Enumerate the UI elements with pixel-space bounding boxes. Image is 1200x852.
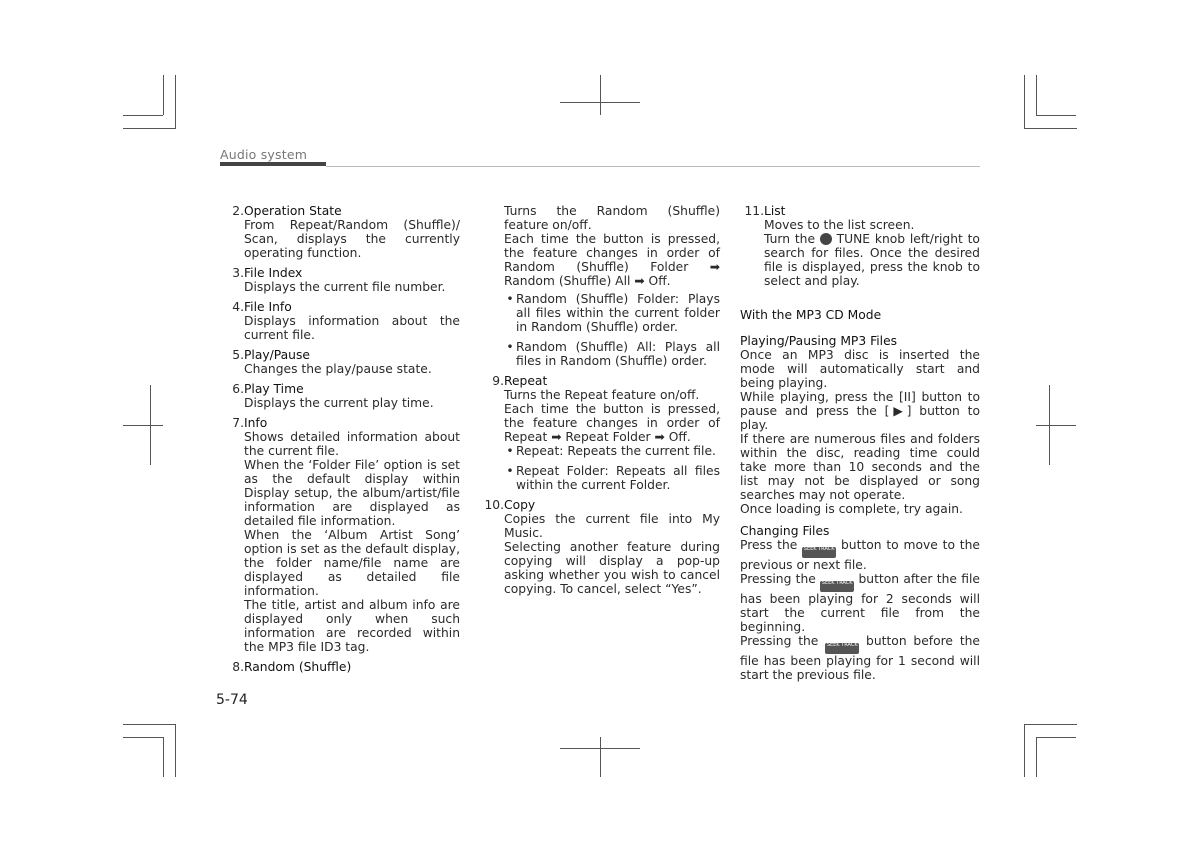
column-1: [220, 204, 460, 680]
crop-mark: [1024, 724, 1025, 777]
crop-mark: [1036, 75, 1037, 115]
item-text: Copies the current file into My Music.: [504, 512, 720, 540]
list-item: [220, 266, 460, 294]
text-fragment: button before the file has been playing for 1 second will start the previous file.: [740, 634, 980, 682]
paragraph: [740, 538, 980, 572]
crop-mark: [123, 724, 176, 725]
tune-knob-icon: [820, 233, 832, 245]
item-text: Changes the play/pause state.: [244, 362, 432, 376]
item-number: 3.: [232, 266, 244, 280]
item-number: 9.: [492, 374, 504, 388]
item-title: Play Time: [244, 382, 304, 396]
crop-mark: [1036, 737, 1076, 738]
crop-mark: [1036, 115, 1076, 116]
crop-mark: [123, 737, 163, 738]
bullet-item: [504, 292, 720, 334]
paragraph: If there are numerous files and folders within the disc, reading time could take more than 10 seconds and the list may not be displayed or song searches may not operate.: [740, 432, 980, 502]
item-title: File Info: [244, 300, 292, 314]
text-fragment: knob left/right to search for files. Once the desired file is displayed, press the knob to select and play.: [764, 232, 980, 288]
crop-mark: [560, 102, 640, 103]
item-text: Selecting another feature during copying will display a pop-up asking whether you wish to cancel copying. To cancel, select “Yes”.: [504, 540, 720, 596]
text-fragment: Press the: [740, 538, 798, 552]
item-number: 11.: [744, 204, 764, 218]
item-text: Moves to the list screen.: [764, 218, 915, 232]
bullet-item: [504, 444, 720, 458]
crop-mark: [600, 75, 601, 115]
seek-track-button-icon: SEEK TRACK: [825, 643, 859, 654]
item-text: [764, 232, 980, 288]
item-text: Turns the Repeat feature on/off.: [504, 388, 700, 402]
column-3: [740, 204, 980, 682]
header-rule: [326, 166, 980, 167]
item-number: 5.: [232, 348, 244, 362]
list-item: [220, 382, 460, 410]
text-fragment: Pressing the: [740, 572, 816, 586]
item-number: 4.: [232, 300, 244, 314]
crop-mark: [560, 748, 640, 749]
paragraph: Once loading is complete, try again.: [740, 502, 963, 516]
page-number: 5-74: [216, 692, 248, 708]
item-text: When the ‘Album Artist Song’ option is set as the default display, the folder name/file name are displayed as detailed file information.: [244, 528, 460, 598]
bullet-dot: •: [506, 464, 514, 478]
crop-mark: [600, 737, 601, 777]
item-text: Each time the button is pressed, the feature changes in order of Repeat ➡ Repeat Folder ➡ Off.: [504, 402, 720, 444]
text-fragment: Pressing the: [740, 634, 819, 648]
crop-mark: [1024, 128, 1077, 129]
bullet-dot: •: [506, 444, 514, 458]
item-number: 2.: [232, 204, 244, 218]
item-text: Displays the current play time.: [244, 396, 434, 410]
crop-mark: [1024, 724, 1077, 725]
item-title: Copy: [504, 498, 536, 512]
item-title: Repeat: [504, 374, 548, 388]
crop-mark: [1036, 737, 1037, 777]
list-item: [220, 204, 460, 260]
item-text: From Repeat/Random (Shuffle)/ Scan, displays the currently operating function.: [244, 218, 460, 260]
bullet-text: Random (Shuffle) All: Plays all files in Random (Shuffle) order.: [516, 340, 720, 368]
crop-mark: [163, 75, 164, 115]
list-item: [740, 204, 980, 288]
paragraph: [740, 572, 980, 634]
subsection-heading: Changing Files: [740, 524, 830, 538]
crop-mark: [175, 724, 176, 777]
item-text: The title, artist and album info are displayed only when such information are recorded within the MP3 file ID3 tag.: [244, 598, 460, 654]
list-item: [220, 416, 460, 654]
seek-track-button-icon: SEEK TRACK: [802, 547, 836, 558]
text-fragment: Turn the: [764, 232, 816, 246]
text-fragment: button after the file has been playing for 2 seconds will start the current file from the beginning.: [740, 572, 980, 634]
bullet-text: Random (Shuffle) Folder: Plays all files within the current folder in Random (Shuffle) order.: [516, 292, 720, 334]
item-title: Operation State: [244, 204, 342, 218]
section-header: Audio system: [220, 147, 308, 162]
item-text: Shows detailed information about the current file.: [244, 430, 460, 458]
tune-label: TUNE: [836, 232, 871, 246]
item-title: Play/Pause: [244, 348, 310, 362]
paragraph: Turns the Random (Shuffle) feature on/off.: [504, 204, 720, 232]
list-item: [220, 348, 460, 376]
bullet-item: [504, 340, 720, 368]
crop-mark: [123, 115, 163, 116]
item-title: Info: [244, 416, 268, 430]
list-item: [220, 660, 460, 674]
paragraph: While playing, press the [II] button to pause and press the [▶] button to play.: [740, 390, 980, 432]
crop-mark: [1036, 425, 1076, 426]
item-text: When the ‘Folder File’ option is set as the default display within Display setup, the album/artist/file information are displayed as detailed file information.: [244, 458, 460, 528]
item-title: List: [764, 204, 786, 218]
paragraph: Each time the button is pressed, the feature changes in order of Random (Shuffle) Folder ➡ Random (Shuffle) All ➡ Off.: [504, 232, 720, 288]
paragraph: Once an MP3 disc is inserted the mode will automatically start and being playing.: [740, 348, 980, 390]
item-text: Displays information about the current file.: [244, 314, 460, 342]
crop-mark: [163, 737, 164, 777]
text-fragment: button to move to the previous or next file.: [740, 538, 980, 572]
item-title: Random (Shuffle): [244, 660, 352, 674]
paragraph: [740, 634, 980, 682]
seek-track-button-icon: SEEK TRACK: [820, 581, 854, 592]
item-title: File Index: [244, 266, 303, 280]
list-item: [480, 374, 720, 492]
item-text: Displays the current file number.: [244, 280, 446, 294]
bullet-text: Repeat: Repeats the current file.: [516, 444, 716, 458]
list-item: [480, 498, 720, 596]
item-number: 7.: [232, 416, 244, 430]
item-number: 8.: [232, 660, 244, 674]
list-item: [220, 300, 460, 342]
bullet-dot: •: [506, 340, 514, 354]
item-number: 10.: [484, 498, 504, 512]
bullet-item: [504, 464, 720, 492]
crop-mark: [1024, 75, 1025, 128]
bullet-text: Repeat Folder: Repeats all files within the current Folder.: [516, 464, 720, 492]
subsection-heading: Playing/Pausing MP3 Files: [740, 334, 898, 348]
section-heading: With the MP3 CD Mode: [740, 308, 882, 322]
crop-mark: [175, 75, 176, 128]
item-number: 6.: [232, 382, 244, 396]
header-bar: [220, 162, 326, 166]
crop-mark: [123, 425, 163, 426]
bullet-dot: •: [506, 292, 514, 306]
column-2: [480, 204, 720, 602]
crop-mark: [123, 128, 176, 129]
